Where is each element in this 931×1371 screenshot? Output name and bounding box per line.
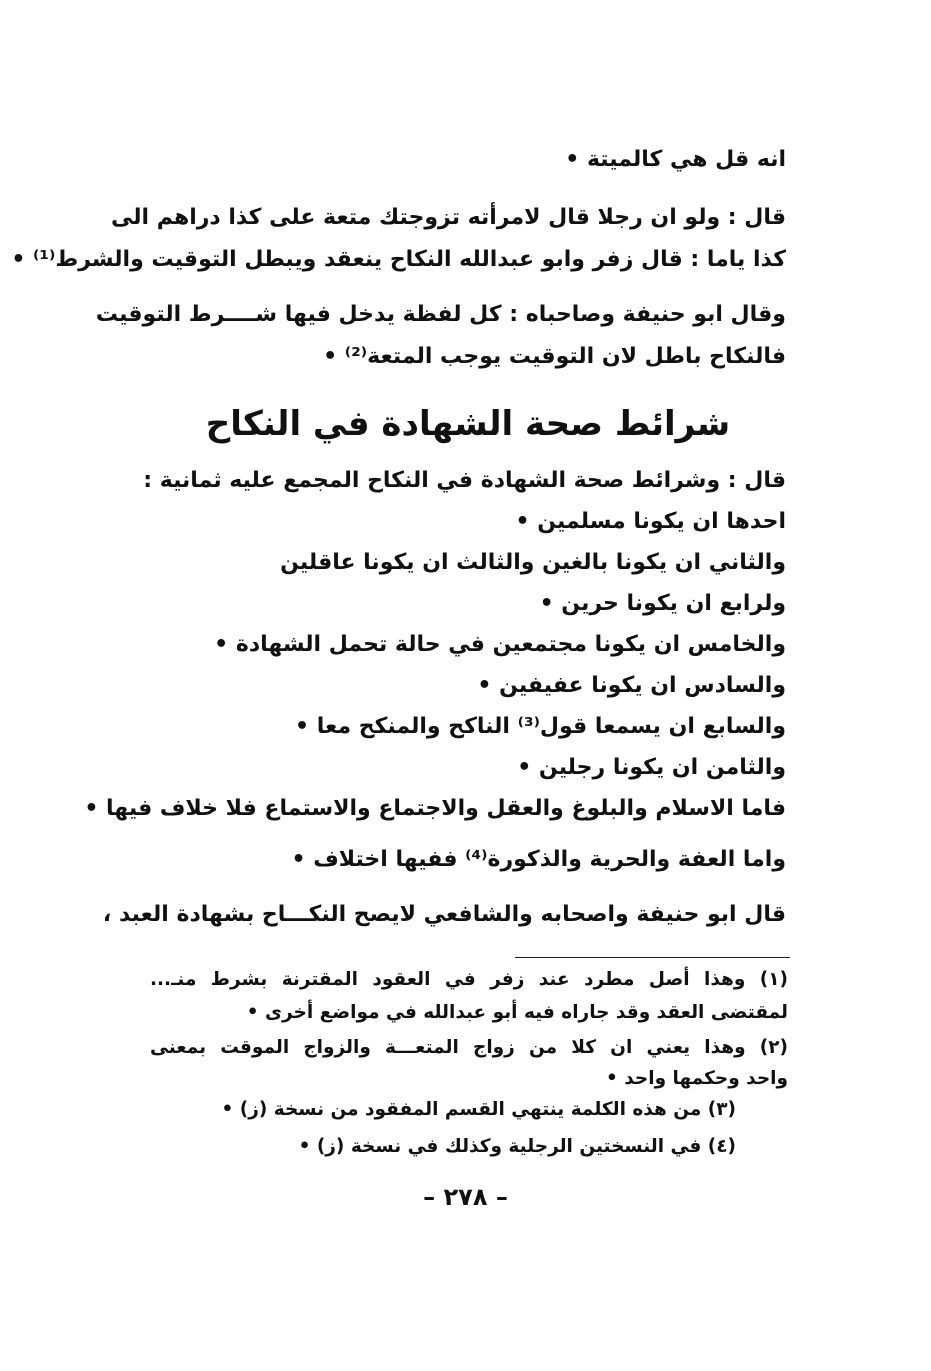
- text-line-12: والسابع ان يسمعا قول⁽³⁾ الناكح والمنكح معا •: [295, 714, 786, 739]
- text-line-7: احدها ان يكونا مسلمين •: [515, 509, 786, 534]
- text-line-11: والسادس ان يكونا عفيفين •: [477, 673, 786, 698]
- footnote-3: (٣) من هذه الكلمة ينتهي القسم المفقود من نسخة (ز) •: [221, 1099, 736, 1120]
- text-line-1: انه قل هي كالميتة •: [565, 147, 786, 172]
- footnote-1-line-2: لمقتضى العقد وقد جاراه فيه أبو عبدالله في مواضع أخرى •: [246, 1002, 788, 1023]
- text-line-8: والثاني ان يكونا بالغين والثالث ان يكونا عاقلين: [280, 550, 786, 575]
- section-heading: شرائط صحة الشهادة في النكاح: [205, 404, 731, 444]
- text-line-10: والخامس ان يكونا مجتمعين في حالة تحمل الشهادة •: [214, 632, 786, 657]
- text-line-9: ولرابع ان يكونا حرين •: [539, 591, 786, 616]
- text-line-13: والثامن ان يكونا رجلين •: [517, 755, 786, 780]
- footnote-4: (٤) في النسختين الرجلية وكذلك في نسخة (ز) •: [298, 1136, 736, 1157]
- text-line-15: واما العفة والحرية والذكورة⁽⁴⁾ ففيها اختلاف •: [291, 847, 786, 872]
- text-line-3: كذا ياما : قال زفر وابو عبدالله النكاح ينعقد ويبطل التوقيت والشرط⁽¹⁾ •: [11, 247, 786, 272]
- text-line-14: فاما الاسلام والبلوغ والعقل والاجتماع والاستماع فلا خلاف فيها •: [84, 796, 786, 821]
- footnote-2-line-2: واحد وحكمها واحد •: [605, 1068, 788, 1089]
- footnote-2-line-1: (٢) وهذا يعني ان كلا من زواج المتعـــة والزواج الموقت بمعنى: [150, 1037, 788, 1058]
- text-line-5: فالنكاح باطل لان التوقيت يوجب المتعة⁽²⁾ •: [323, 344, 786, 369]
- text-line-2: قال : ولو ان رجلا قال لامرأته تزوجتك متعة على كذا دراهم الى: [111, 205, 786, 230]
- page-number: – ٢٧٨ –: [423, 1183, 508, 1211]
- text-line-4: وقال ابو حنيفة وصاحباه : كل لفظة يدخل فيها شــــرط التوقيت: [95, 302, 786, 327]
- footnote-divider: [515, 957, 790, 958]
- footnote-1-line-1: (١) وهذا أصل مطرد عند زفر في العقود المقترنة بشرط منـ...: [150, 969, 788, 990]
- text-line-6: قال : وشرائط صحة الشهادة في النكاح المجمع عليه ثمانية :: [143, 468, 786, 493]
- text-line-16: قال ابو حنيفة واصحابه والشافعي لايصح النكـــاح بشهادة العبد ،: [102, 902, 786, 927]
